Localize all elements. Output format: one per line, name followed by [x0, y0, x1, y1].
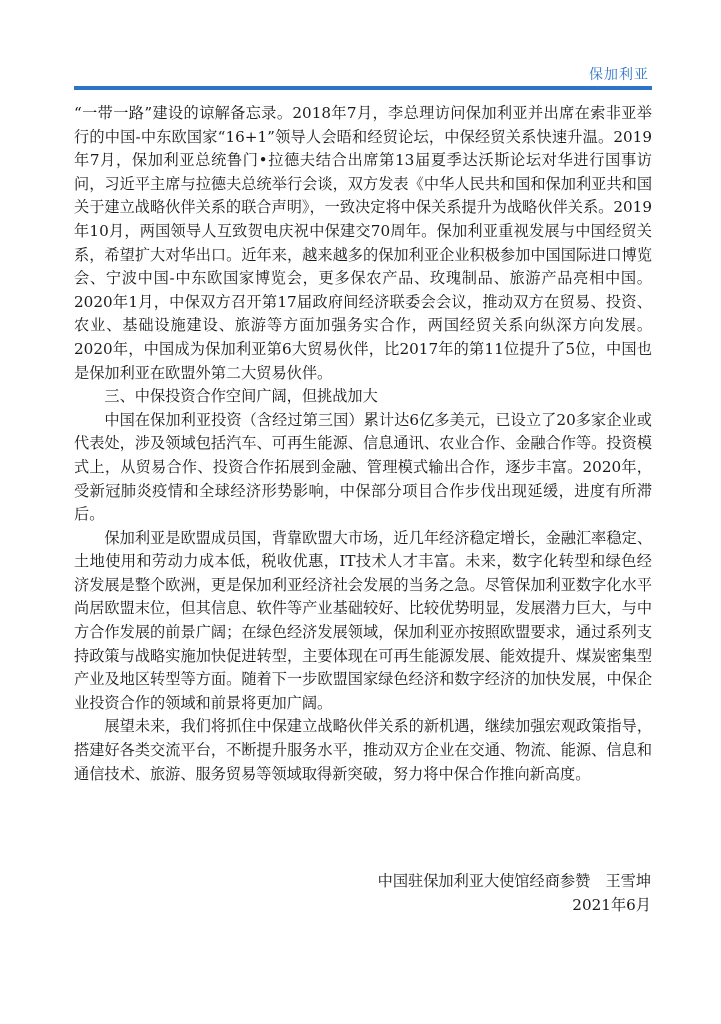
paragraph-4: 展望未来，我们将抓住中保建立战略伙伴关系的新机遇，继续加强宏观政策指导，搭建好各类交流平台，不断提升服务水平，推动双方企业在交通、物流、能源、信息和通信技术、旅游、服务贸易等领域取得新突破，努力将中保合作推向新高度。	[74, 717, 652, 783]
header-rule	[74, 86, 652, 90]
signature-author: 中国驻保加利亚大使馆经商参赞 王雪坤	[377, 872, 651, 890]
document-body	[74, 102, 652, 786]
signature-date: 2021年6月	[572, 896, 651, 914]
paragraph-2: 中国在保加利亚投资（含经过第三国）累计达6亿多美元，已设立了20多家企业或代表处，涉及领域包括汽车、可再生能源、信息通讯、农业合作、金融合作等。投资模式上，从贸易合作、投资合作拓展到金融、管理模式输出合作，逐步丰富。2020年，受新冠肺炎疫情和全球经济形势影响，中保部分项目合作步伐出现延缓，进度有所滞后。	[74, 410, 652, 524]
signature-block	[378, 869, 651, 917]
section-label: 保加利亚	[589, 67, 649, 83]
paragraph-3: 保加利亚是欧盟成员国，背靠欧盟大市场，近几年经济稳定增长，金融汇率稳定、土地使用和劳动力成本低，税收优惠，IT技术人才丰富。未来，数字化转型和绿色经济发展是整个欧洲，更是保加利亚经济社会发展的当务之急。尽管保加利亚数字化水平尚居欧盟末位，但其信息、软件等产业基础较好、比较优势明显，发展潜力巨大，与中方合作发展的前景广阔；在绿色经济发展领域，保加利亚亦按照欧盟要求，通过系列支持政策与战略实施加快促进转型，主要体现在可再生能源发展、能效提升、煤炭密集型产业及地区转型等方面。随着下一步欧盟国家绿色经济和数字经济的加快发展，中保企业投资合作的领域和前景将更加广阔。	[74, 528, 652, 712]
section-heading-3: 三、中保投资合作空间广阔，但挑战加大	[104, 387, 378, 406]
paragraph-1: “一带一路”建设的谅解备忘录。2018年7月，李总理访问保加利亚并出席在索非亚举行的中国-中东欧国家“16+1”领导人会晤和经贸论坛，中保经贸关系快速升温。2019年7月，保加利亚总统鲁门•拉德夫结合出席第13届夏季达沃斯论坛对华进行国事访问，习近平主席与拉德夫总统举行会谈，双方发表《中华人民共和国和保加利亚共和国关于建立战略伙伴关系的联合声明》，一致决定将中保关系提升为战略伙伴关系。2019年10月，两国领导人互致贺电庆祝中保建交70周年。保加利亚重视发展与中国经贸关系，希望扩大对华出口。近年来，越来越多的保加利亚企业积极参加中国国际进口博览会、宁波中国-中东欧国家博览会，更多保农产品、玫瑰制品、旅游产品亮相中国。2020年1月，中保双方召开第17届政府间经济联委会会议，推动双方在贸易、投资、农业、基础设施建设、旅游等方面加强务实合作，两国经贸关系向纵深方向发展。2020年，中国成为保加利亚第6大贸易伙伴，比2017年的第11位提升了5位，中国也是保加利亚在欧盟外第二大贸易伙伴。	[74, 104, 652, 382]
